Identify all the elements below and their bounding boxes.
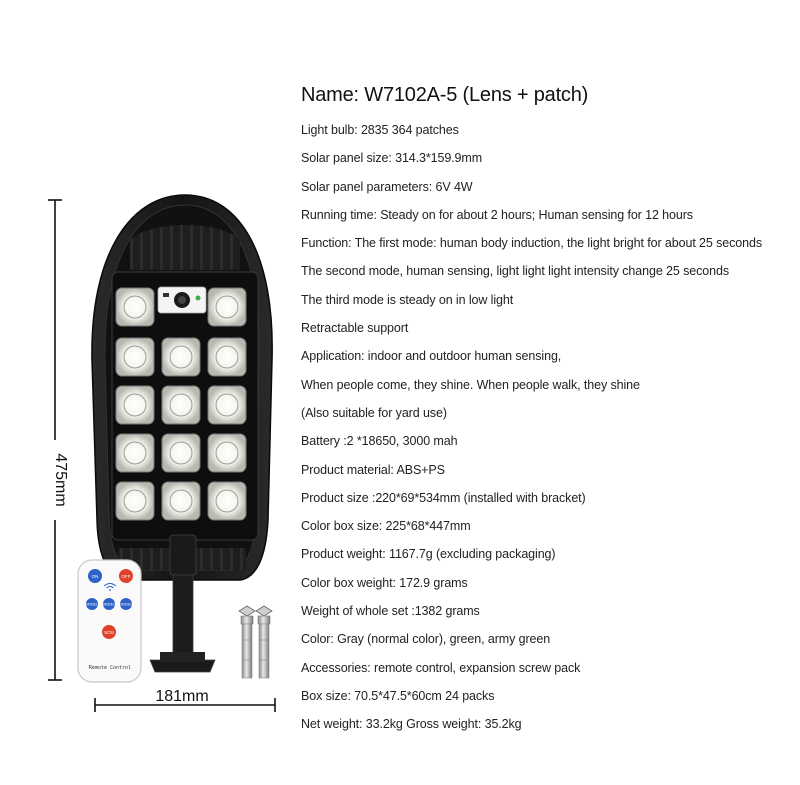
- spec-item: When people come, they shine. When people walk, they shine: [301, 377, 640, 392]
- spec-item: Light bulb: 2835 364 patches: [301, 123, 459, 137]
- spec-item: Net weight: 33.2kg Gross weight: 35.2kg: [301, 717, 522, 732]
- led-module: [116, 386, 154, 424]
- remote-mode2-label: MODE2: [103, 602, 115, 607]
- led-module: [208, 338, 246, 376]
- led-module: [116, 482, 154, 520]
- spec-item: Solar panel parameters: 6V 4W: [301, 179, 473, 194]
- spec-item: Product weight: 1167.7g (excluding packaging): [301, 547, 556, 562]
- spec-item: (Also suitable for yard use): [301, 405, 447, 420]
- led-module: [116, 338, 154, 376]
- remote-on-label: ON: [91, 574, 99, 579]
- spec-item: Retractable support: [301, 321, 409, 336]
- led-module: [208, 434, 246, 472]
- spec-item: Color box size: 225*68*447mm: [301, 519, 471, 534]
- remote-label: Remote Control: [88, 665, 132, 671]
- remote-mode1-label: MODE1: [86, 602, 98, 607]
- motion-sensor: [158, 287, 206, 313]
- spec-item: The second mode, human sensing, light light light intensity change 25 seconds: [301, 264, 729, 279]
- spec-item: Accessories: remote control, expansion screw pack: [301, 660, 581, 675]
- height-dimension: [45, 200, 69, 680]
- expansion-screw-icon: [239, 606, 255, 678]
- remote-control: [78, 560, 141, 682]
- spec-item: Battery :2 *18650, 3000 mah: [301, 434, 458, 449]
- spec-item: Product material: ABS+PS: [301, 462, 445, 477]
- led-module: [162, 434, 200, 472]
- led-module: [162, 482, 200, 520]
- spec-item: Box size: 70.5*47.5*60cm 24 packs: [301, 688, 495, 703]
- led-module: [208, 288, 246, 326]
- spec-list: [301, 120, 762, 743]
- led-module: [162, 338, 200, 376]
- remote-sos-label: SOS: [104, 630, 114, 635]
- expansion-screw-icon: [256, 606, 272, 678]
- height-label: 475mm: [51, 453, 69, 507]
- spec-item: Color box weight: 172.9 grams: [301, 575, 468, 590]
- width-dimension: [95, 688, 275, 712]
- spec-item: Application: indoor and outdoor human sensing,: [301, 349, 562, 364]
- spec-item: Color: Gray (normal color), green, army green: [301, 632, 551, 647]
- spec-item: Product size :220*69*534mm (installed with bracket): [301, 490, 586, 505]
- led-module: [116, 434, 154, 472]
- led-module: [208, 386, 246, 424]
- led-module: [116, 288, 154, 326]
- led-module: [162, 386, 200, 424]
- led-module: [208, 482, 246, 520]
- remote-mode3-label: MODE3: [120, 602, 132, 607]
- spec-item: Function: The first mode: human body induction, the light bright for about 25 seconds: [301, 236, 762, 251]
- width-label: 181mm: [155, 688, 209, 705]
- remote-off-label: OFF: [121, 574, 131, 579]
- spec-item: Solar panel size: 314.3*159.9mm: [301, 151, 483, 166]
- spec-item: The third mode is steady on in low light: [301, 292, 514, 307]
- spec-item: Weight of whole set :1382 grams: [301, 604, 480, 619]
- expansion-screws: [239, 606, 272, 678]
- spec-item: Running time: Steady on for about 2 hours; Human sensing for 12 hours: [301, 207, 693, 222]
- product-title: Name: W7102A-5 (Lens + patch): [301, 84, 589, 106]
